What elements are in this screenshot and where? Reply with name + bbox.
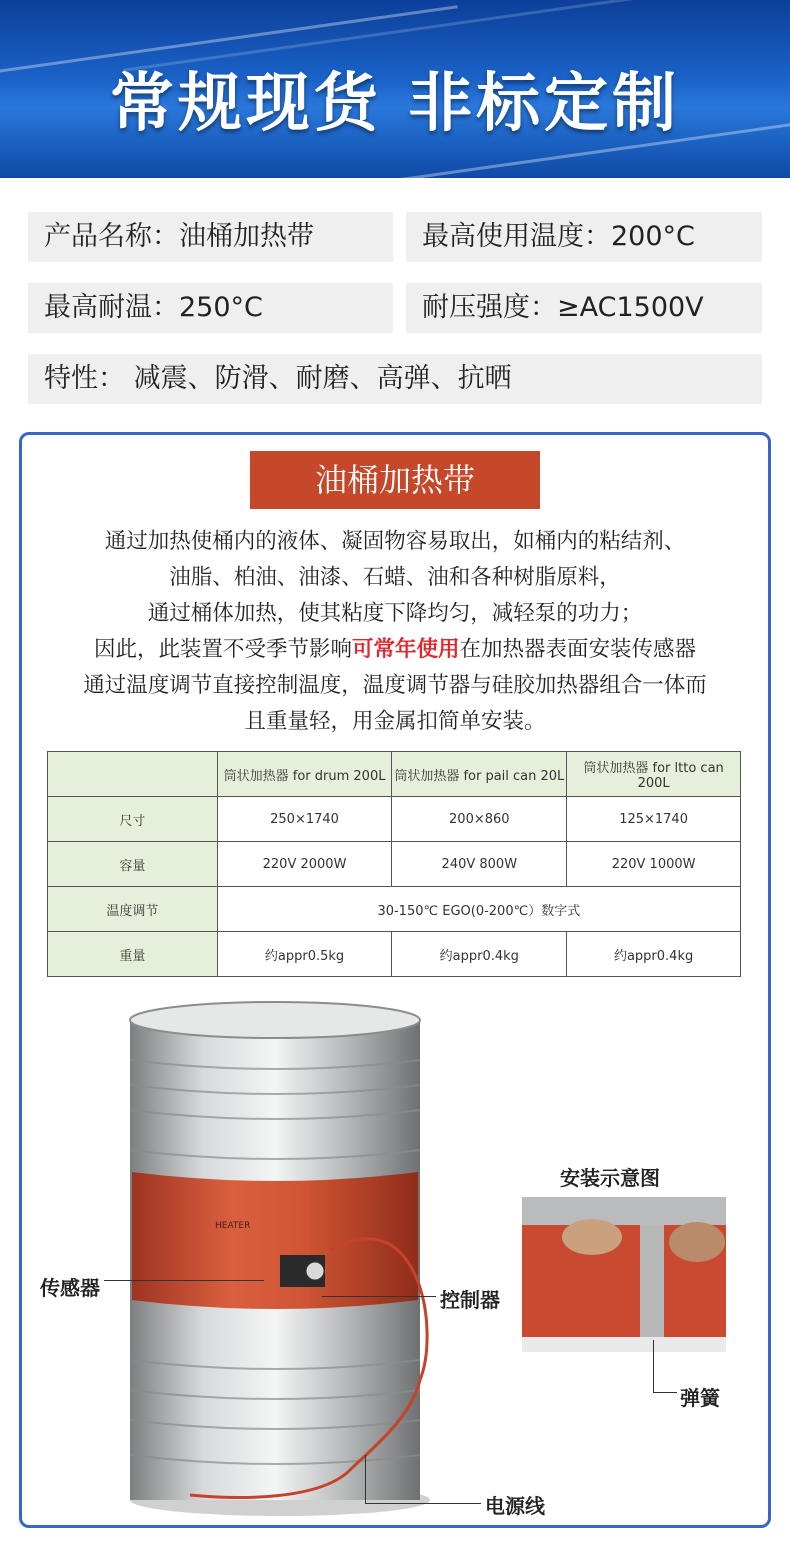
desc-line: 油脂、柏油、油漆、石蜡、油和各种树脂原料， [169,565,621,590]
spec-table [47,751,741,977]
table-cell: 200×860 [392,797,567,842]
hand-right [669,1222,725,1262]
desc-line: 通过温度调节直接控制温度，温度调节器与硅胶加热器组合一体而 [83,673,707,698]
install-clip [640,1225,664,1337]
spec-product-name: 产品名称：油桶加热带 [28,212,393,262]
spec-max-temp: 最高耐温：250°C [28,283,393,333]
label-spring: 弹簧 [680,1386,720,1410]
table-row [48,842,741,887]
table-cell: 约appr0.5kg [217,932,392,977]
spec-voltage: 耐压强度：≥AC1500V [406,283,762,333]
spec-max-use-temp: 最高使用温度：200°C [406,212,762,262]
power-leader-line-v [365,1455,366,1503]
desc-line [40,632,750,668]
table-cell: 250×1740 [217,797,392,842]
heater-label: HEATER [215,1221,251,1231]
label-sensor: 传感器 [40,1276,100,1300]
desc-line: 通过桶体加热，使其粘度下降均匀，减轻泵的功力； [147,601,643,626]
table-header-cell: 筒状加热器 for pail can 20L [392,752,567,797]
install-title: 安装示意图 [560,1166,660,1190]
install-image [522,1197,726,1352]
banner-title: 常规现货 非标定制 [109,67,681,141]
table-cell: 约appr0.4kg [392,932,567,977]
table-cell: 125×1740 [567,797,741,842]
table-cell: 30-150℃ EGO(0-200℃）数字式 [217,887,740,932]
desc-text: 因此，此装置不受季节影响 [93,637,352,662]
table-row [48,932,741,977]
controller-leader-line [322,1296,436,1297]
product-description [40,524,750,740]
table-cell: 尺寸 [48,797,218,842]
table-header-cell [48,752,218,797]
label-controller: 控制器 [440,1288,500,1312]
table-cell: 240V 800W [392,842,567,887]
label-power-cord: 电源线 [485,1494,545,1518]
desc-line: 且重量轻，用金属扣简单安装。 [244,709,546,734]
product-title-badge: 油桶加热带 [250,451,540,509]
table-header-cell: 筒状加热器 for ltto can 200L [567,752,741,797]
table-cell: 重量 [48,932,218,977]
spec-features: 特性： 减震、防滑、耐磨、高弹、抗晒 [28,354,762,404]
table-header-cell: 筒状加热器 for drum 200L [217,752,392,797]
table-header-row [48,752,741,797]
spring-leader-line-v [653,1340,654,1392]
drum-image [120,1000,440,1520]
controller-dial [306,1262,324,1280]
hand-left [562,1219,622,1255]
sensor-leader-line [104,1280,264,1281]
desc-line: 通过加热使桶内的液体、凝固物容易取出，如桶内的粘结剂、 [104,529,686,554]
spring-leader-line-h [653,1392,677,1393]
table-row [48,887,741,932]
power-leader-line-h [365,1503,481,1504]
table-cell: 220V 1000W [567,842,741,887]
table-cell: 温度调节 [48,887,218,932]
table-cell: 220V 2000W [217,842,392,887]
top-banner [0,0,790,178]
desc-text: 在加热器表面安装传感器 [459,637,697,662]
desc-highlight: 可常年使用 [351,637,460,662]
drum-top [130,1002,420,1038]
install-steel [522,1197,726,1225]
table-cell: 容量 [48,842,218,887]
table-cell: 约appr0.4kg [567,932,741,977]
table-row [48,797,741,842]
